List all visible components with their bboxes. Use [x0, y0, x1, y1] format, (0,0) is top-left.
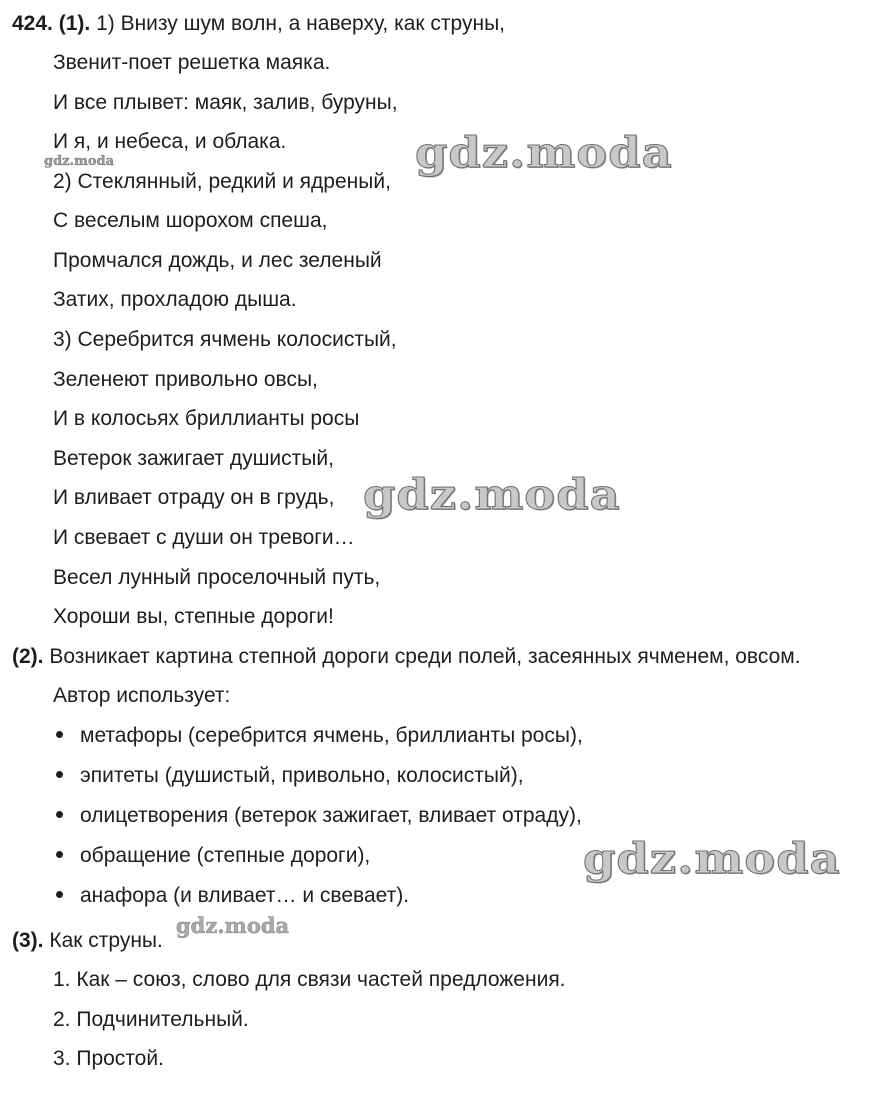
poem-line: Промчался дождь, и лес зеленый — [53, 249, 382, 272]
part3-intro: Как струны. — [49, 929, 163, 952]
watermark-small: gdz.moda — [44, 154, 115, 169]
poem-line: 3) Серебрится ячмень колосистый, — [53, 328, 397, 351]
poem-line: Затих, прохладою дыша. — [53, 288, 297, 311]
poem-line: 1) Внизу шум волн, а наверху, как струны, — [96, 12, 506, 35]
poem-line: И я, и небеса, и облака. — [53, 130, 287, 153]
poem-line: Звенит-поет решетка маяка. — [53, 51, 331, 74]
device-list-item: обращение (степные дороги), — [80, 844, 371, 867]
part2-intro: Возникает картина степной дороги среди полей, засеянных ячменем, овсом. — [49, 645, 801, 668]
bullet-dot — [56, 731, 63, 738]
part3-item: 3. Простой. — [53, 1047, 164, 1070]
part3-intro-line — [12, 928, 163, 954]
bullet-dot — [56, 771, 63, 778]
poem-line: Хороши вы, степные дороги! — [53, 605, 334, 628]
watermark-large: gdz.moda — [415, 128, 673, 177]
bullet-dot — [56, 891, 63, 898]
part3-label: (3). — [12, 929, 44, 952]
poem-line: И вливает отраду он в грудь, — [53, 486, 335, 509]
poem-line: Ветерок зажигает душистый, — [53, 447, 334, 470]
part2-label: (2). — [12, 645, 44, 668]
device-list-item: метафоры (серебрится ячмень, бриллианты росы), — [80, 724, 583, 747]
poem-line: И все плывет: маяк, залив, буруны, — [53, 91, 398, 114]
poem-line: С веселым шорохом спеша, — [53, 209, 328, 232]
part2-intro-line — [12, 644, 801, 670]
part1-label: (1). — [58, 12, 91, 35]
device-list-item: эпитеты (душистый, привольно, колосистый), — [80, 764, 524, 787]
poem-line: Зеленеют привольно овсы, — [53, 368, 318, 391]
watermark-large: gdz.moda — [363, 470, 621, 519]
bullet-dot — [56, 811, 63, 818]
watermark-large: gdz.moda — [583, 834, 841, 883]
part3-item: 2. Подчинительный. — [53, 1008, 249, 1031]
part3-item: 1. Как – союз, слово для связи частей предложения. — [53, 968, 566, 991]
poem-line: И свевает с души он тревоги… — [53, 526, 355, 549]
part2-subintro: Автор использует: — [53, 684, 231, 707]
bullet-dot — [56, 851, 63, 858]
watermark-medium: gdz.moda — [176, 913, 290, 938]
task-number: 424. — [12, 12, 53, 35]
poem-line: 2) Стеклянный, редкий и ядреный, — [53, 170, 391, 193]
device-list-item: олицетворения (ветерок зажигает, вливает отраду), — [80, 804, 582, 827]
poem-line: Весел лунный проселочный путь, — [53, 566, 381, 589]
device-list-item: анафора (и вливает… и свевает). — [80, 884, 410, 907]
poem-line: И в колосьях бриллианты росы — [53, 407, 360, 430]
task-header-line — [12, 11, 505, 37]
